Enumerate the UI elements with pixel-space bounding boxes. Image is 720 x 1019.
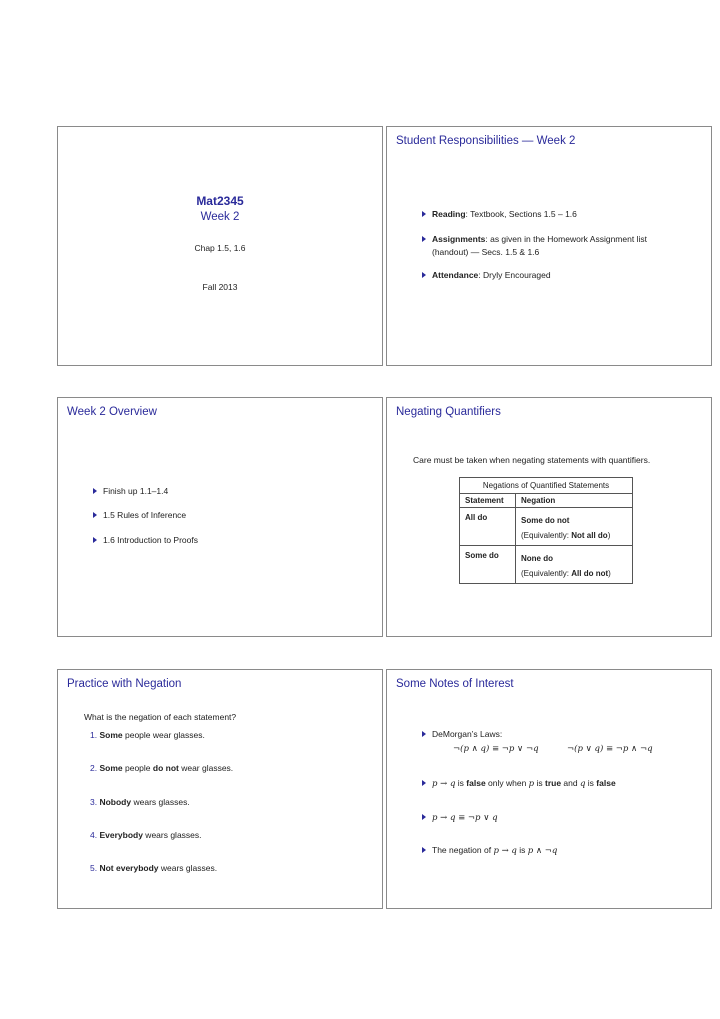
attendance-label: Attendance	[432, 270, 479, 280]
negation-table	[459, 477, 633, 584]
slide-responsibilities	[386, 126, 712, 366]
slide-heading: Practice with Negation	[67, 678, 182, 690]
list-item: 2. Some people do not wear glasses.	[90, 763, 234, 773]
bullet-icon	[93, 512, 97, 518]
col-header-negation: Negation	[521, 496, 556, 505]
attendance-text: : Dryly Encouraged	[478, 270, 551, 280]
overview-item: Finish up 1.1–1.4	[103, 485, 168, 498]
row1-negation: Some do not (Equivalently: Not all do)	[521, 516, 611, 540]
bullet-assignments	[432, 233, 647, 259]
col-header-statement: Statement	[460, 494, 516, 508]
bullet-icon	[422, 731, 426, 737]
slide-heading: Student Responsibilities — Week 2	[396, 135, 576, 147]
list-item: 4. Everybody wears glasses.	[90, 830, 202, 840]
bullet-icon	[93, 537, 97, 543]
course-title: Mat2345	[196, 194, 244, 208]
assignments-label: Assignments	[432, 234, 486, 244]
list-item: 3. Nobody wears glasses.	[90, 797, 190, 807]
bullet-icon	[422, 847, 426, 853]
overview-item: 1.5 Rules of Inference	[103, 509, 186, 522]
bullet-negation-implication: The negation of p → q is p ∧ ¬q	[432, 844, 557, 858]
bullet-implication-equiv: p → q ≡ ¬p ∨ q	[432, 811, 498, 825]
bullet-attendance	[432, 269, 551, 282]
intro-text: Care must be taken when negating statements with quantifiers.	[413, 455, 651, 465]
list-item: 5. Not everybody wears glasses.	[90, 863, 218, 873]
bullet-icon	[422, 236, 426, 242]
chapters-text: Chap 1.5, 1.6	[194, 243, 246, 253]
bullet-icon	[422, 272, 426, 278]
row2-negation: None do (Equivalently: All do not)	[521, 554, 611, 578]
table-caption: Negations of Quantified Statements	[460, 478, 632, 494]
slide-notes-of-interest	[386, 669, 712, 909]
bullet-implication-false: p → q is false only when p is true and q is false	[432, 777, 616, 791]
slide-heading: Some Notes of Interest	[396, 678, 514, 690]
list-item: 1. Some people wear glasses.	[90, 730, 205, 740]
slide-heading: Week 2 Overview	[67, 406, 157, 418]
week-subtitle: Week 2	[200, 211, 240, 223]
bullet-reading	[432, 208, 577, 221]
slide-title	[57, 126, 383, 366]
slide-heading: Negating Quantifiers	[396, 406, 501, 418]
demorgan-law-2: ¬(p ∨ q) ≡ ¬p ∧ ¬q	[567, 744, 653, 754]
term-text: Fall 2013	[202, 282, 238, 292]
reading-text: : Textbook, Sections 1.5 – 1.6	[465, 209, 577, 219]
question-text: What is the negation of each statement?	[84, 712, 237, 722]
bullet-demorgan: DeMorgan’s Laws:	[432, 728, 502, 741]
overview-item: 1.6 Introduction to Proofs	[103, 534, 198, 547]
row1-statement: All do	[460, 508, 516, 546]
bullet-icon	[422, 814, 426, 820]
reading-label: Reading	[432, 209, 466, 219]
row2-statement: Some do	[460, 546, 516, 584]
bullet-icon	[93, 488, 97, 494]
slide-practice-negation	[57, 669, 383, 909]
slide-overview	[57, 397, 383, 637]
bullet-icon	[422, 780, 426, 786]
bullet-icon	[422, 211, 426, 217]
assignments-text: : as given in the Homework Assignment list	[485, 234, 647, 244]
slide-negating-quantifiers	[386, 397, 712, 637]
demorgan-law-1: ¬(p ∧ q) ≡ ¬p ∨ ¬q	[453, 744, 539, 754]
assignments-text-2: (handout) — Secs. 1.5 & 1.6	[432, 247, 540, 257]
